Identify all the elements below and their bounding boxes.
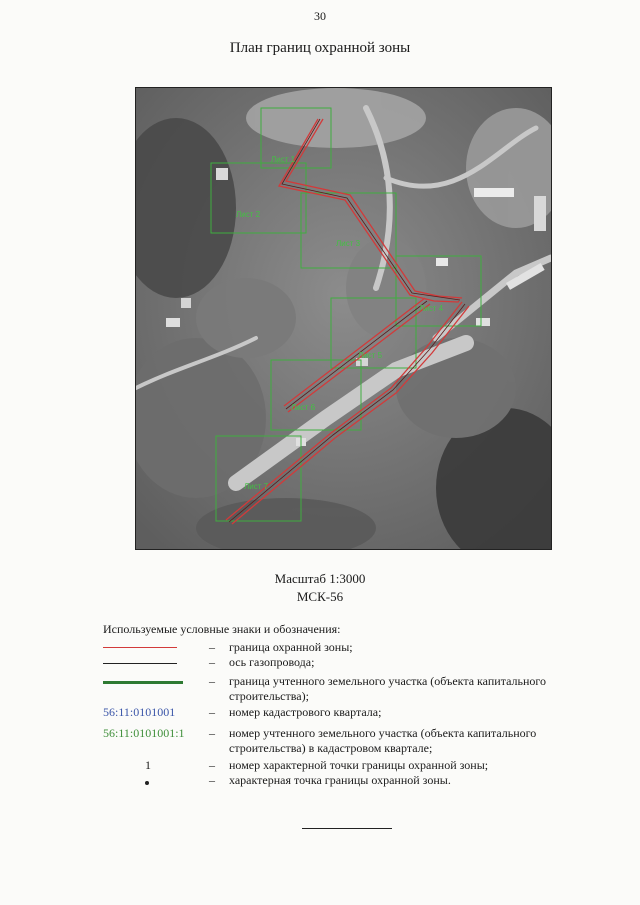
legend-dash: –	[209, 640, 215, 654]
legend-text: номер учтенного земельного участка (объекта капитального строительства) в кадастровом квартале;	[229, 726, 537, 755]
green-line-symbol	[103, 681, 183, 684]
sheet-label-5: Лист 5	[358, 351, 383, 360]
legend-text: номер кадастрового квартала;	[229, 705, 382, 719]
map-canvas	[136, 88, 551, 549]
scale-block	[0, 570, 640, 606]
scale-label: Масштаб 1:3000	[274, 571, 366, 586]
sheet-label-4: Лист 4	[419, 304, 444, 313]
legend-text: граница охранной зоны;	[229, 640, 353, 654]
sheet-label-6: Лист 6	[291, 403, 316, 412]
sheet-label-1: Лист 1	[271, 155, 296, 164]
bottom-rule	[302, 828, 392, 829]
aerial-map	[135, 87, 552, 550]
point-number-symbol: 1	[145, 758, 151, 772]
legend-dash: –	[209, 705, 215, 719]
red-line-symbol	[103, 647, 177, 648]
legend-dash: –	[209, 674, 215, 688]
coordinate-system: МСК-56	[296, 589, 344, 604]
legend-dash: –	[209, 773, 215, 787]
legend-text: номер характерной точки границы охранной зоны;	[229, 758, 489, 772]
sheet-label-3: Лист 3	[336, 239, 361, 248]
sheet-label-7: Лист 7	[244, 482, 269, 491]
page-title: План границ охранной зоны	[229, 40, 411, 56]
cadastral-quarter-code: 56:11:0101001	[103, 705, 176, 719]
legend-dash: –	[209, 726, 215, 740]
legend-dash: –	[209, 758, 215, 772]
legend-dash: –	[209, 655, 215, 669]
point-dot-symbol	[145, 781, 149, 785]
legend-text: ось газопровода;	[229, 655, 315, 669]
legend-text: характерная точка границы охранной зоны.	[229, 773, 451, 787]
black-line-symbol	[103, 663, 177, 664]
legend-heading: Используемые условные знаки и обозначения:	[103, 622, 341, 636]
sheet-label-2: Лист 2	[236, 210, 261, 219]
legend-text: граница учтенного земельного участка (объекта капитального строительства);	[229, 674, 547, 703]
page-number: 30	[314, 9, 326, 23]
land-plot-code: 56:11:0101001:1	[103, 726, 185, 740]
